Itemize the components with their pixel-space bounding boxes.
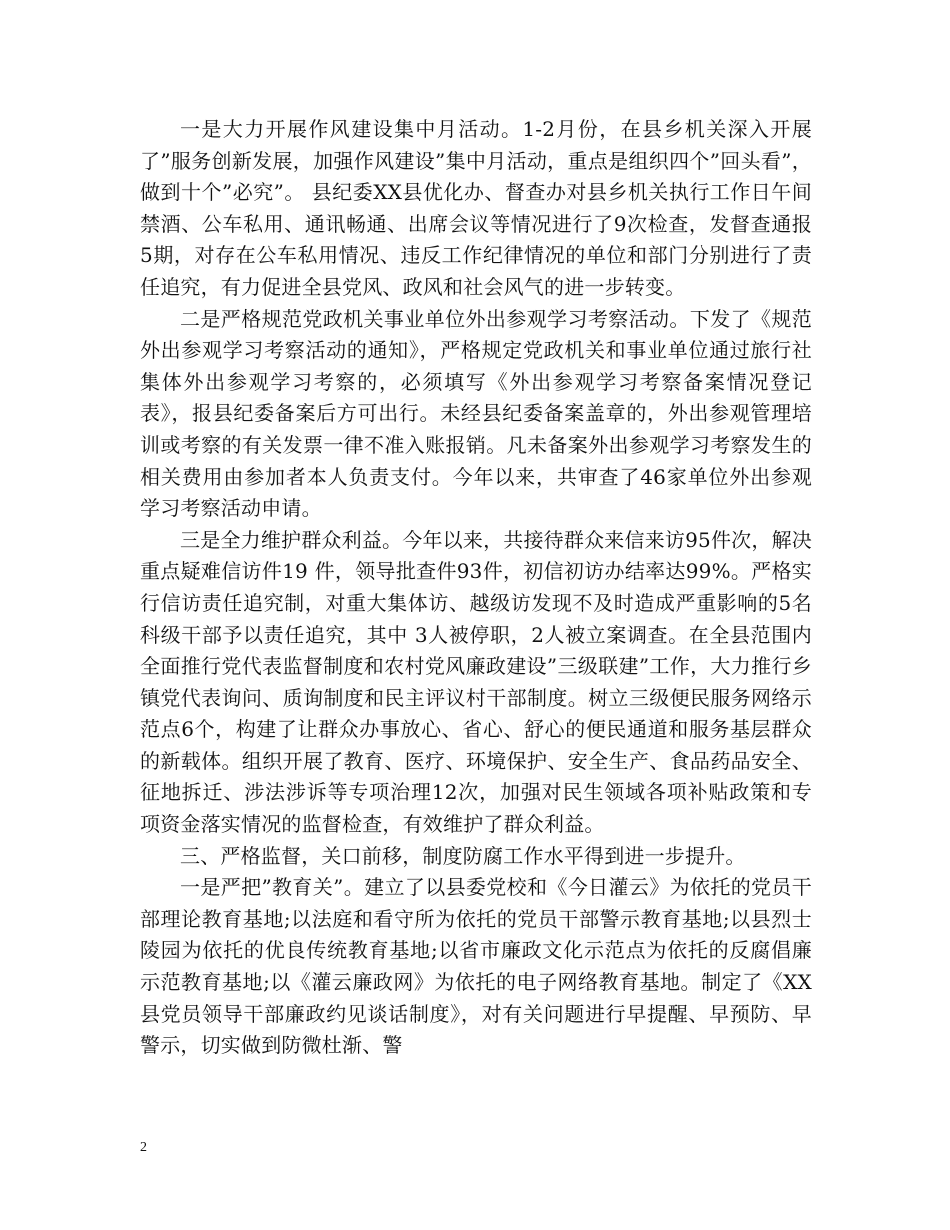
document-body xyxy=(140,114,812,1062)
paragraph-public-interest: 三是全力维护群众利益。今年以来，共接待群众来信来访95件次，解决重点疑难信访件19 件，领导批查件93件，初信初访办结率达99%。严格实行信访责任追究制，对重大集体访、越级访发现不及时造成严重影响的5名科级干部予以责任追究，其中 3人被停职，2人被立案调查。在全县范围内全面推行党代表监督制度和农村党风廉政建设”三级联建”工作，大力推行乡镇党代表询问、质询制度和民主评议村干部制度。树立三级便民服务网络示范点6个，构建了让群众办事放心、省心、舒心的便民通道和服务基层群众的新载体。组织开展了教育、医疗、环境保护、安全生产、食品药品安全、征地拆迁、涉法涉诉等专项治理12次，加强对民生领域各项补贴政策和专项资金落实情况的监督检查，有效维护了群众利益。 xyxy=(140,527,812,837)
paragraph-style-building: 一是大力开展作风建设集中月活动。1-2月份，在县乡机关深入开展了”服务创新发展，加强作风建设”集中月活动，重点是组织四个”回头看”，做到十个”必究”。 县纪委XX县优化办、督查办对县乡机关执行工作日午间禁酒、公车私用、通讯畅通、出席会议等情况进行了9次检查，发督查通报5期，对存在公车私用情况、违反工作纪律情况的单位和部门分别进行了责任追究，有力促进全县党风、政风和社会风气的进一步转变。 xyxy=(140,117,812,299)
paragraph-study-tour-regulation: 二是严格规范党政机关事业单位外出参观学习考察活动。下发了《规范外出参观学习考察活动的通知》，严格规定党政机关和事业单位通过旅行社集体外出参观学习考察的，必须填写《外出参观学习考察备案情况登记表》，报县纪委备案后方可出行。未经县纪委备案盖章的，外出参观管理培训或考察的有关发票一律不准入账报销。凡未备案外出参观学习考察发生的相关费用由参加者本人负责支付。今年以来，共审查了46家单位外出参观学习考察活动申请。 xyxy=(140,306,812,521)
section-heading-supervision: 三、严格监督，关口前移，制度防腐工作水平得到进一步提升。 xyxy=(180,843,746,868)
paragraph-education: 一是严把”教育关”。建立了以县委党校和《今日灌云》为依托的党员干部理论教育基地;以法庭和看守所为依托的党员干部警示教育基地;以县烈士陵园为依托的优良传统教育基地;以省市廉政文化示范点为依托的反腐倡廉示范教育基地;以《灌云廉政网》为依托的电子网络教育基地。制定了《XX县党员领导干部廉政约见谈话制度》，对有关问题进行早提醒、早预防、早警示，切实做到防微杜渐、警 xyxy=(140,875,812,1058)
page-number: 2 xyxy=(140,1140,147,1155)
